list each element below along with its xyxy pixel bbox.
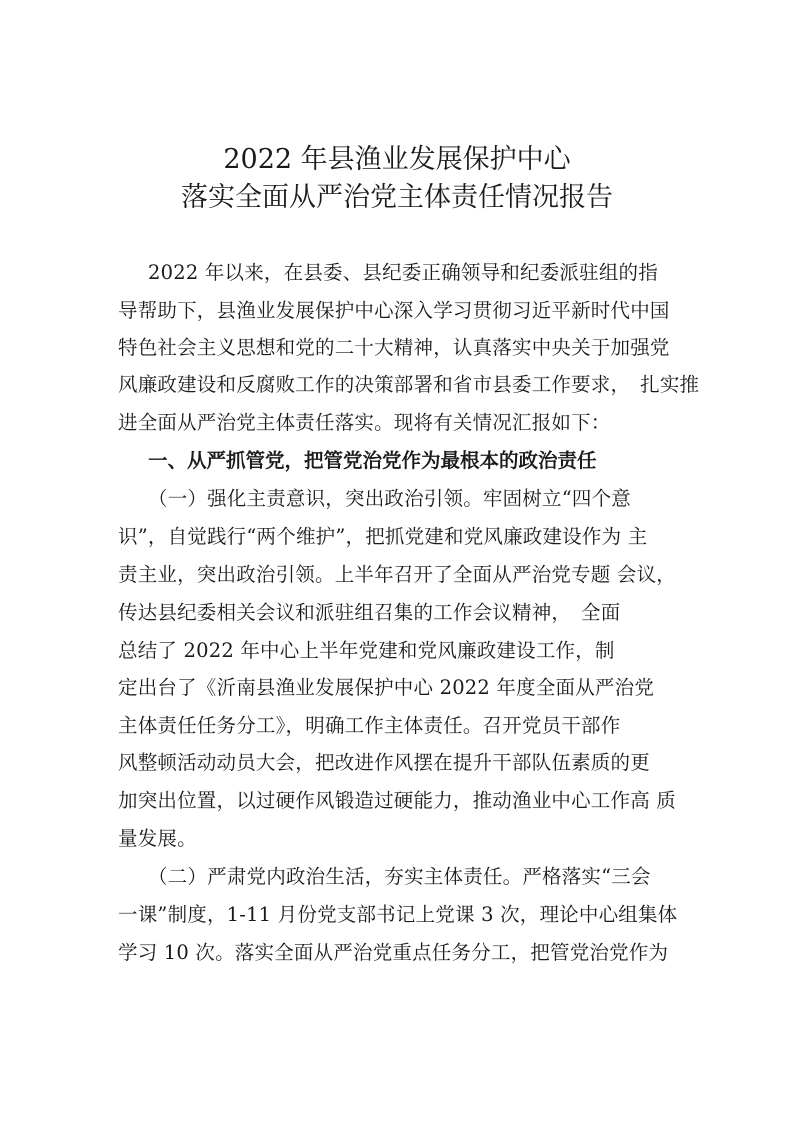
paragraph-line: （一）强化主责意识，突出政治引领。牢固树立“四个意 [148, 487, 631, 510]
paragraph-line: 加突出位置，以过硬作风锻造过硬能力，推动渔业中心工作高 质 [118, 789, 676, 812]
paragraph-line: 进全面从严治党主体责任落实。现将有关情况汇报如下： [118, 411, 611, 434]
paragraph-line: 主体责任任务分工》，明确工作主体责任。召开党员干部作 [118, 714, 621, 737]
paragraph-line: 风整顿活动动员大会，把改进作风摆在提升干部队伍素质的更 [118, 751, 650, 774]
paragraph-line: 量发展。 [118, 827, 197, 850]
paragraph-line: 传达县纪委相关会议和派驻组召集的工作会议精神， 全面 [118, 601, 621, 624]
paragraph-line: 学习 10 次。落实全面从严治党重点任务分工，把管党治党作为 [118, 941, 669, 964]
paragraph-line: （二）严肃党内政治生活，夯实主体责任。严格落实“三会 [148, 865, 651, 888]
paragraph-line: 风廉政建设和反腐败工作的决策部署和省市县委工作要求， 扎实推 [118, 373, 700, 396]
paragraph-line: 2022 年以来，在县委、县纪委正确领导和纪委派驻组的指 [148, 261, 658, 284]
section-heading: 一、从严抓管党，把管党治党作为最根本的政治责任 [148, 449, 597, 472]
paragraph-line: 一课”制度，1-11 月份党支部书记上党课 3 次，理论中心组集体 [118, 903, 678, 926]
paragraph-line: 特色社会主义思想和党的二十大精神，认真落实中央关于加强党 [118, 336, 670, 359]
paragraph-line: 导帮助下，县渔业发展保护中心深入学习贯彻习近平新时代中国 [118, 299, 670, 322]
paragraph-line: 定出台了《沂南县渔业发展保护中心 2022 年度全面从严治党 [118, 676, 655, 699]
paragraph-line: 总结了 2022 年中心上半年党建和党风廉政建设工作，制 [118, 639, 615, 662]
paragraph-line: 责主业，突出政治引领。上半年召开了全面从严治党专题 会议， [118, 563, 676, 586]
document-title-line-2: 落实全面从严治党主体责任情况报告 [181, 182, 613, 213]
paragraph-line: 识”，自觉践行“两个维护”，把抓党建和党风廉政建设作为 主 [118, 525, 648, 548]
document-title-line-1: 2022 年县渔业发展保护中心 [223, 144, 571, 175]
